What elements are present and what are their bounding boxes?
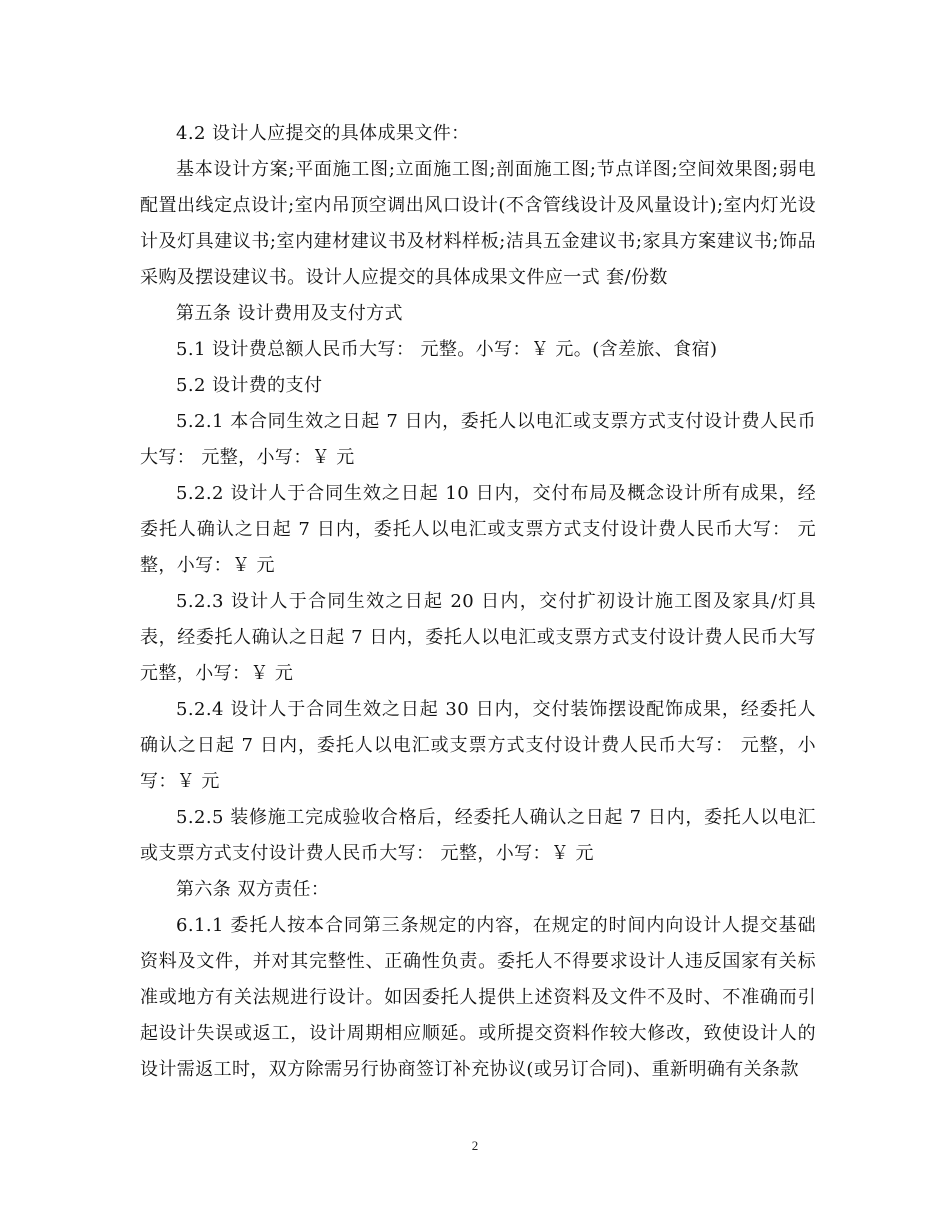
paragraph-5-2-2: 5.2.2 设计人于合同生效之日起 10 日内，交付布局及概念设计所有成果，经委托人确认之日起 7 日内，委托人以电汇或支票方式支付设计费人民币大写： 元整，小写：￥ 元 bbox=[140, 483, 816, 576]
paragraph-4-2-heading: 4.2 设计人应提交的具体成果文件： bbox=[176, 123, 470, 144]
paragraph-5-2-3: 5.2.3 设计人于合同生效之日起 20 日内，交付扩初设计施工图及家具/灯具表，经委托人确认之日起 7 日内，委托人以电汇或支票方式支付设计费人民币大写 元整，小写：￥ 元 bbox=[140, 591, 816, 684]
section-6-title: 第六条 双方责任： bbox=[176, 879, 330, 900]
document-body bbox=[140, 116, 816, 1088]
paragraph-6-1-1: 6.1.1 委托人按本合同第三条规定的内容，在规定的时间内向设计人提交基础资料及文件，并对其完整性、正确性负责。委托人不得要求设计人违反国家有关标准或地方有关法规进行设计。如因委托人提供上述资料及文件不及时、不准确而引起设计失误或返工，设计周期相应顺延。或所提交资料作较大修改，致使设计人的设计需返工时，双方除需另行协商签订补充协议(或另订合同)、重新明确有关条款 bbox=[140, 915, 816, 1080]
paragraph-5-2-5: 5.2.5 装修施工完成验收合格后，经委托人确认之日起 7 日内，委托人以电汇或支票方式支付设计费人民币大写： 元整，小写：￥ 元 bbox=[140, 807, 816, 864]
paragraph-deliverables-list: 基本设计方案;平面施工图;立面施工图;剖面施工图;节点详图;空间效果图;弱电配置出线定点设计;室内吊顶空调出风口设计(不含管线设计及风量设计);室内灯光设计及灯具建议书;室内建材建议书及材料样板;洁具五金建议书;家具方案建议书;饰品采购及摆设建议书。设计人应提交的具体成果文件应一式 套/份数 bbox=[140, 159, 816, 288]
section-5-title: 第五条 设计费用及支付方式 bbox=[176, 303, 403, 324]
paragraph-5-2-1: 5.2.1 本合同生效之日起 7 日内，委托人以电汇或支票方式支付设计费人民币大写： 元整，小写：￥ 元 bbox=[140, 411, 816, 468]
paragraph-5-2: 5.2 设计费的支付 bbox=[176, 375, 323, 396]
page-number: 2 bbox=[471, 1138, 479, 1153]
paragraph-5-1: 5.1 设计费总额人民币大写： 元整。小写：￥ 元。(含差旅、食宿) bbox=[176, 339, 718, 360]
paragraph-5-2-4: 5.2.4 设计人于合同生效之日起 30 日内，交付装饰摆设配饰成果，经委托人确认之日起 7 日内，委托人以电汇或支票方式支付设计费人民币大写： 元整，小写：￥ 元 bbox=[140, 699, 816, 792]
